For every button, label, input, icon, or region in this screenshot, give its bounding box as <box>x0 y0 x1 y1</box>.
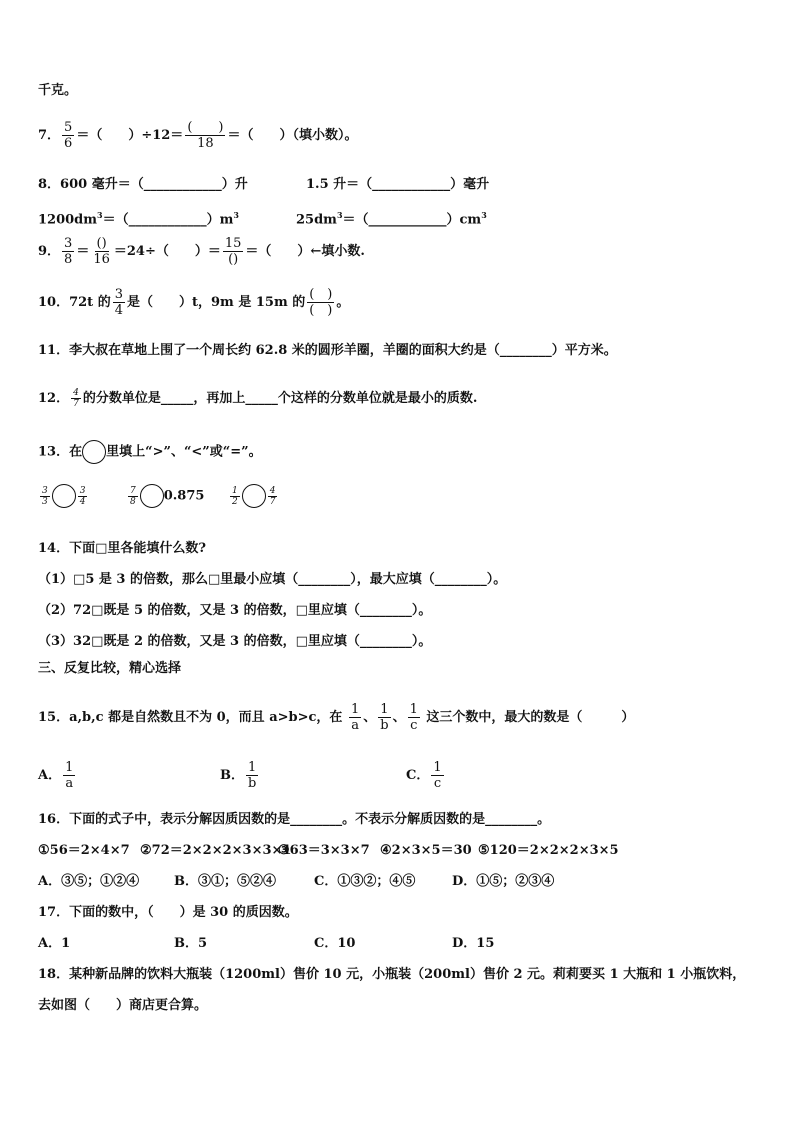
expr-2: ②72＝2×2×2×3×3×1 <box>140 843 292 858</box>
compare-item: $\frac{7}{8}$ 0.875 <box>130 485 205 507</box>
question-14-3: （3）32□既是 2 的倍数，又是 3 的倍数，□里应填（________）。 <box>38 634 432 649</box>
question-9: 9． $\frac{3}{8}$ ＝ $\frac{()}{16}$ ＝24÷（ ）＝ $\frac{15}{()}$ ＝（ ）←填小数. <box>38 236 365 267</box>
fraction: $\frac{()}{16}$ <box>93 236 110 267</box>
question-14-2: （2）72□既是 5 的倍数，又是 3 的倍数，□里应填（________）。 <box>38 603 432 618</box>
option-c[interactable]: C．①③②；④⑤ <box>314 874 416 889</box>
question-12: 12． $\frac{4}{7}$ 的分数单位是_____，再加上_____个这样的分数单位就是最小的质数. <box>38 388 478 409</box>
question-16-title: 16．下面的式子中，表示分解因质因数的是________。不表示分解质因数的是________。 <box>38 812 551 827</box>
option-a[interactable]: A．1 <box>38 936 71 951</box>
compare-circle[interactable] <box>242 484 266 508</box>
question-14-title: 14．下面□里各能填什么数? <box>38 541 206 556</box>
expr-1: ①56＝2×4×7 <box>38 843 130 858</box>
expr-4: ④2×3×5＝30 <box>380 843 472 858</box>
question-17-title: 17．下面的数中，（ ）是 30 的质因数。 <box>38 905 298 920</box>
option-b[interactable]: B． $\frac{1}{b}$ <box>220 760 257 791</box>
option-a[interactable]: A． $\frac{1}{a}$ <box>38 760 74 791</box>
fraction: $\frac{1}{c}$ <box>409 702 418 733</box>
option-b[interactable]: B．③①；⑤②④ <box>174 874 276 889</box>
question-10: 10．72t 的 $\frac{3}{4}$ 是（ ）t，9m 是 15m 的 $\frac{( )}{( )}$ 。 <box>38 287 350 318</box>
question-11: 11．李大叔在草地上围了一个周长约 62.8 米的圆形羊圈，羊圈的面积大约是（________）平方米。 <box>38 343 617 358</box>
question-13: 13．在 里填上“>”、“<”或“=”。 <box>38 440 262 464</box>
compare-item: $\frac{3}{3}$ $\frac{3}{4}$ <box>42 485 86 507</box>
compare-item: $\frac{1}{2}$ $\frac{4}{7}$ <box>232 485 276 507</box>
fraction: $\frac{15}{()}$ <box>224 236 242 267</box>
fraction: $\frac{( )}{( )}$ <box>309 287 333 318</box>
question-18-line1: 18．某种新品牌的饮料大瓶装（1200ml）售价 10 元，小瓶装（200ml）售价 2 元。莉莉要买 1 大瓶和 1 小瓶饮料， <box>38 967 746 982</box>
fraction: $\frac{( )}{18}$ <box>187 120 224 151</box>
option-d[interactable]: D．15 <box>452 936 495 951</box>
option-a[interactable]: A．③⑤；①②④ <box>38 874 140 889</box>
question-18-line2: 去如图（ ）商店更合算。 <box>38 998 208 1013</box>
question-16-options <box>38 873 555 891</box>
question-14-1: （1）□5 是 3 的倍数，那么□里最小应填（________），最大应填（________）。 <box>38 572 507 587</box>
option-d[interactable]: D．①⑤；②③④ <box>452 874 555 889</box>
question-15: 15．a,b,c 都是自然数且不为 0，而且 a>b>c，在 $\frac{1}{a}$ 、 $\frac{1}{b}$ 、 $\frac{1}{c}$ 这三个数中，最大的数是（ ） <box>38 702 635 733</box>
expr-5: ⑤120＝2×2×2×3×5 <box>478 843 619 858</box>
compare-circle[interactable] <box>140 484 164 508</box>
fraction: $\frac{3}{4}$ <box>114 287 123 318</box>
fraction: $\frac{5}{6}$ <box>64 120 73 151</box>
question-7: 7． $\frac{5}{6}$ ＝（ ）÷12＝ $\frac{( )}{18}$ ＝（ ）（填小数）。 <box>38 120 358 151</box>
option-c[interactable]: C．10 <box>314 936 356 951</box>
fraction: $\frac{1}{a}$ <box>350 702 360 733</box>
q6-tail: 千克。 <box>38 83 78 98</box>
question-15-options <box>38 760 442 791</box>
expr-3: ③63＝3×3×7 <box>278 843 370 858</box>
question-16-expressions <box>38 842 758 860</box>
question-17-options <box>38 935 495 953</box>
fraction: $\frac{4}{7}$ <box>73 388 79 409</box>
option-b[interactable]: B．5 <box>174 936 208 951</box>
section-3-heading: 三、反复比较，精心选择 <box>38 661 182 676</box>
compare-circle[interactable] <box>82 440 106 464</box>
fraction: $\frac{1}{b}$ <box>380 702 389 733</box>
option-c[interactable]: C． $\frac{1}{c}$ <box>406 760 442 791</box>
fraction: $\frac{3}{8}$ <box>64 236 73 267</box>
question-13-items <box>38 484 276 508</box>
question-8-line2: $1200dm^3=(\_\_\_\_\_\_\_\_\_\_\_\_)m^3$ $25dm^3=(\_\_\_\_\_\_\_\_\_\_\_\_)cm^3$ <box>38 210 487 228</box>
compare-circle[interactable] <box>52 484 76 508</box>
question-8-line1: 8．600 毫升＝（____________）升 1.5 升＝（____________）毫升 <box>38 177 490 192</box>
